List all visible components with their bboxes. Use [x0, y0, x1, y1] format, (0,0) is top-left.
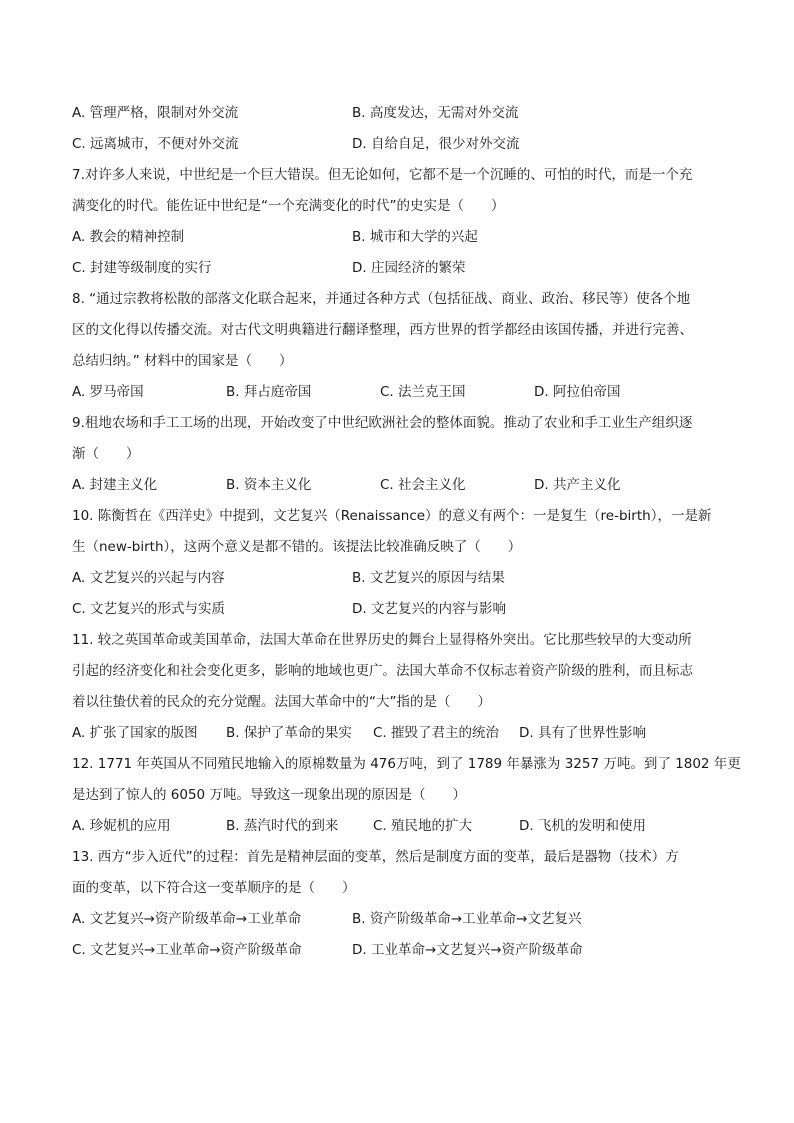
- q9-option-a[interactable]: A. 封建主义化: [72, 477, 158, 493]
- q7-option-c[interactable]: C. 封建等级制度的实行: [72, 260, 212, 276]
- q11-options: [72, 718, 727, 749]
- q10-options: [72, 563, 727, 594]
- q8-stem-line-2: 区的文化得以传播交流。对古代文明典籍进行翻译整理，西方世界的哲学都经由该国传播，并进行完善、: [72, 322, 693, 338]
- q11-option-a[interactable]: A. 扩张了国家的版图: [72, 725, 198, 741]
- q9-options: [72, 470, 727, 501]
- q9-stem-line-1: 9.租地农场和手工工场的出现，开始改变了中世纪欧洲社会的整体面貌。推动了农业和手工业生产组织逐: [72, 415, 693, 431]
- q8-option-c[interactable]: C. 法兰克王国: [380, 384, 466, 400]
- q8-options: [72, 377, 727, 408]
- q8-option-b[interactable]: B. 拜占庭帝国: [226, 384, 312, 400]
- q11-stem-line-2: 引起的经济变化和社会变化更多，影响的地域也更广。法国大革命不仅标志着资产阶级的胜利，而且标志: [72, 663, 693, 679]
- q6-option-c[interactable]: C. 远离城市，不便对外交流: [72, 136, 239, 152]
- q9-option-c[interactable]: C. 社会主义化: [380, 477, 466, 493]
- q10-options-row2: [72, 594, 727, 625]
- q7-stem-line-2: 满变化的时代。能佐证中世纪是“一个充满变化的时代”的史实是（ ）: [72, 198, 505, 214]
- q10-option-c[interactable]: C. 文艺复兴的形式与实质: [72, 601, 226, 617]
- q6-option-a[interactable]: A. 管理严格，限制对外交流: [72, 105, 239, 121]
- q10-option-b[interactable]: B. 文艺复兴的原因与结果: [352, 570, 505, 586]
- q6-options: [72, 98, 727, 129]
- q13-stem-line-2: 面的变革，以下符合这一变革顺序的是（ ）: [72, 880, 356, 896]
- q13-option-a[interactable]: A. 文艺复兴→资产阶级革命→工业革命: [72, 911, 302, 927]
- q12-option-d[interactable]: D. 飞机的发明和使用: [519, 818, 646, 834]
- q9-option-b[interactable]: B. 资本主义化: [226, 477, 312, 493]
- q11-stem-line-1: 11. 较之英国革命或美国革命，法国大革命在世界历史的舞台上显得格外突出。它比那些较早的大变动所: [72, 632, 692, 648]
- q12-stem-line-2: 是达到了惊人的 6050 万吨。导致这一现象出现的原因是（ ）: [72, 787, 466, 803]
- q7-options: [72, 222, 727, 253]
- q8-stem-line-1: 8. “通过宗教将松散的部落文化联合起来，并通过各种方式（包括征战、商业、政治、移民等）使各个地: [72, 291, 691, 307]
- q13-option-c[interactable]: C. 文艺复兴→工业革命→资产阶级革命: [72, 942, 302, 958]
- q7-option-b[interactable]: B. 城市和大学的兴起: [352, 229, 478, 245]
- q8-option-d[interactable]: D. 阿拉伯帝国: [534, 384, 621, 400]
- q10-stem-line-2: 生（new-birth），这两个意义是都不错的。该提法比较准确反映了（ ）: [72, 539, 522, 555]
- q7-options-row2: [72, 253, 727, 284]
- q11-option-b[interactable]: B. 保护了革命的果实: [226, 725, 352, 741]
- q9-stem-line-2: 渐（ ）: [72, 446, 140, 462]
- q6-options-row2: [72, 129, 727, 160]
- q7-stem-line-1: 7.对许多人来说，中世纪是一个巨大错误。但无论如何，它都不是一个沉睡的、可怕的时代，而是一个充: [72, 167, 693, 183]
- q13-stem-line-1: 13. 西方“步入近代”的过程：首先是精神层面的变革，然后是制度方面的变革，最后是器物（技术）方: [72, 849, 679, 865]
- q9-option-d[interactable]: D. 共产主义化: [534, 477, 621, 493]
- q12-option-b[interactable]: B. 蒸汽时代的到来: [226, 818, 339, 834]
- q6-option-b[interactable]: B. 高度发达，无需对外交流: [352, 105, 519, 121]
- q11-stem-line-3: 着以往蛰伏着的民众的充分觉醒。法国大革命中的“大”指的是（ ）: [72, 694, 491, 710]
- q13-option-d[interactable]: D. 工业革命→文艺复兴→资产阶级革命: [352, 942, 583, 958]
- q8-stem-line-3: 总结归纳。” 材料中的国家是（ ）: [72, 353, 293, 369]
- q12-option-c[interactable]: C. 殖民地的扩大: [373, 818, 473, 834]
- q13-option-b[interactable]: B. 资产阶级革命→工业革命→文艺复兴: [352, 911, 582, 927]
- q8-option-a[interactable]: A. 罗马帝国: [72, 384, 144, 400]
- q13-options: [72, 904, 727, 935]
- q7-option-a[interactable]: A. 教会的精神控制: [72, 229, 185, 245]
- q12-options: [72, 811, 727, 842]
- q12-option-a[interactable]: A. 珍妮机的应用: [72, 818, 171, 834]
- q12-stem-line-1: 12. 1771 年英国从不同殖民地输入的原棉数量为 476万吨，到了 1789 年暴涨为 3257 万吨。到了 1802 年更: [72, 756, 741, 772]
- q11-option-d[interactable]: D. 具有了世界性影响: [519, 725, 646, 741]
- q10-stem-line-1: 10. 陈衡哲在《西洋史》中提到，文艺复兴（Renaissance）的意义有两个：一是复生（re-birth），一是新: [72, 508, 712, 524]
- q6-option-d[interactable]: D. 自给自足，很少对外交流: [352, 136, 520, 152]
- exam-page: [72, 98, 741, 966]
- q10-option-a[interactable]: A. 文艺复兴的兴起与内容: [72, 570, 225, 586]
- q11-option-c[interactable]: C. 摧毁了君主的统治: [373, 725, 500, 741]
- q7-option-d[interactable]: D. 庄园经济的繁荣: [352, 260, 466, 276]
- q10-option-d[interactable]: D. 文艺复兴的内容与影响: [352, 601, 506, 617]
- q13-options-row2: [72, 935, 727, 966]
